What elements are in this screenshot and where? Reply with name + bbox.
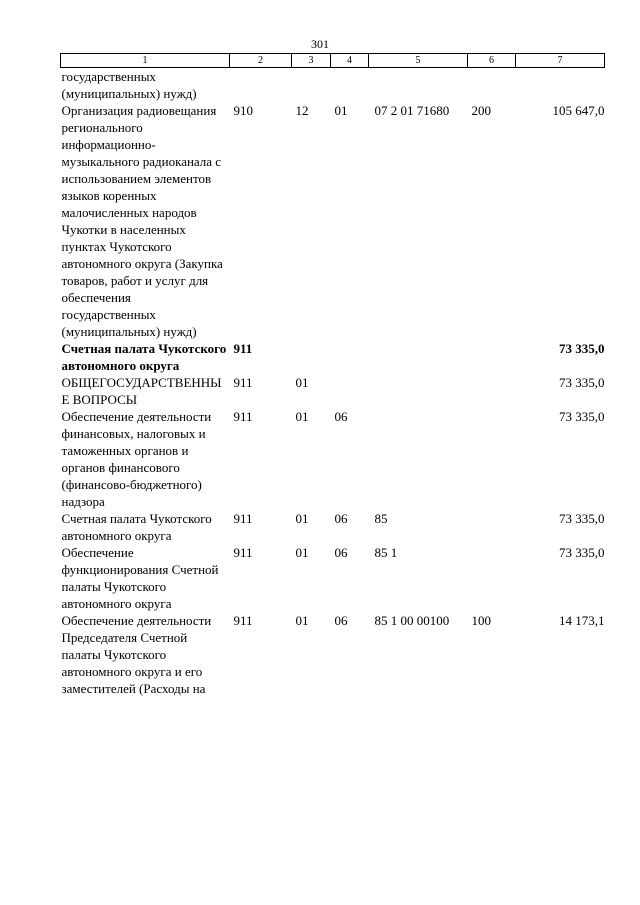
row-ministry-code: 911	[233, 375, 253, 390]
column-header-row	[61, 54, 605, 68]
row-target-article	[369, 340, 468, 374]
row-expense-type	[468, 374, 516, 408]
row-amount: 73 335,0	[559, 375, 605, 390]
row-ministry-code: 910	[233, 103, 253, 118]
row-name: Счетная палата Чукотского автономного округа	[61, 341, 227, 373]
row-amount: 105 647,0	[552, 103, 605, 118]
row-expense-type	[468, 340, 516, 374]
row-ministry-code: 911	[233, 545, 253, 560]
row-name: Организация радиовещания регионального информационно-музыкального радиоканала с использованием элементов языков коренных малочисленных народов Чукотки в населенных пунктах Чукотского автономного округа (Закупка товаров, работ и услуг для обеспечения государственных (муниципальных) нужд)	[61, 103, 223, 339]
row-target-article	[369, 68, 468, 103]
row-section: 12	[295, 103, 309, 118]
row-section: 01	[295, 375, 309, 390]
row-expense-type: 100	[471, 613, 491, 628]
row-amount: 73 335,0	[559, 409, 605, 424]
column-header-6: 6	[468, 54, 516, 68]
budget-table	[60, 53, 605, 697]
row-section: 01	[295, 545, 309, 560]
row-subsection	[331, 374, 369, 408]
row-section: 01	[295, 409, 309, 424]
row-subsection: 06	[334, 545, 348, 560]
row-section: 01	[295, 613, 309, 628]
row-target-article	[369, 374, 468, 408]
row-target-article: 85 1	[374, 545, 398, 560]
column-header-5: 5	[369, 54, 468, 68]
row-ministry-code: 911	[233, 341, 253, 356]
row-name: Обеспечение деятельности финансовых, налоговых и таможенных органов и органов финансового (финансово-бюджетного) надзора	[61, 409, 212, 509]
column-header-2: 2	[230, 54, 292, 68]
row-name: Обеспечение функционирования Счетной палаты Чукотского автономного округа	[61, 545, 219, 611]
row-ministry-code: 911	[233, 613, 253, 628]
column-header-1: 1	[61, 54, 230, 68]
row-ministry-code: 911	[233, 409, 253, 424]
table-row	[61, 68, 605, 103]
row-amount: 73 335,0	[559, 545, 605, 560]
column-header-7: 7	[516, 54, 605, 68]
row-expense-type: 200	[471, 103, 491, 118]
row-target-article: 85 1 00 00100	[374, 613, 450, 628]
row-expense-type	[468, 408, 516, 510]
table-row	[61, 340, 605, 374]
table-row	[61, 510, 605, 544]
row-subsection: 01	[334, 103, 348, 118]
row-subsection	[331, 340, 369, 374]
page-number: 301	[311, 37, 329, 51]
column-header-4: 4	[331, 54, 369, 68]
row-ministry-code: 911	[233, 511, 253, 526]
row-name: ОБЩЕГОСУДАРСТВЕННЫЕ ВОПРОСЫ	[61, 375, 222, 407]
row-name: Счетная палата Чукотского автономного округа	[61, 511, 212, 543]
row-ministry-code	[230, 68, 292, 103]
row-section: 01	[295, 511, 309, 526]
row-target-article	[369, 408, 468, 510]
row-expense-type	[468, 510, 516, 544]
row-subsection: 06	[334, 511, 348, 526]
row-section	[292, 68, 331, 103]
row-section	[292, 340, 331, 374]
row-subsection: 06	[334, 409, 348, 424]
row-expense-type	[468, 68, 516, 103]
table-row	[61, 102, 605, 340]
table-body	[61, 68, 605, 698]
table-row	[61, 544, 605, 612]
row-name: государственных (муниципальных) нужд)	[61, 69, 197, 101]
row-amount: 73 335,0	[559, 341, 605, 356]
row-target-article: 85	[374, 511, 388, 526]
row-amount: 73 335,0	[559, 511, 605, 526]
table-row	[61, 408, 605, 510]
table-row	[61, 612, 605, 697]
row-subsection: 06	[334, 613, 348, 628]
row-subsection	[331, 68, 369, 103]
row-amount	[516, 68, 605, 103]
column-header-3: 3	[292, 54, 331, 68]
row-name: Обеспечение деятельности Председателя Счетной палаты Чукотского автономного округа и его заместителей (Расходы на	[61, 613, 212, 696]
row-expense-type	[468, 544, 516, 612]
row-amount: 14 173,1	[559, 613, 605, 628]
row-target-article: 07 2 01 71680	[374, 103, 450, 118]
table-row	[61, 374, 605, 408]
